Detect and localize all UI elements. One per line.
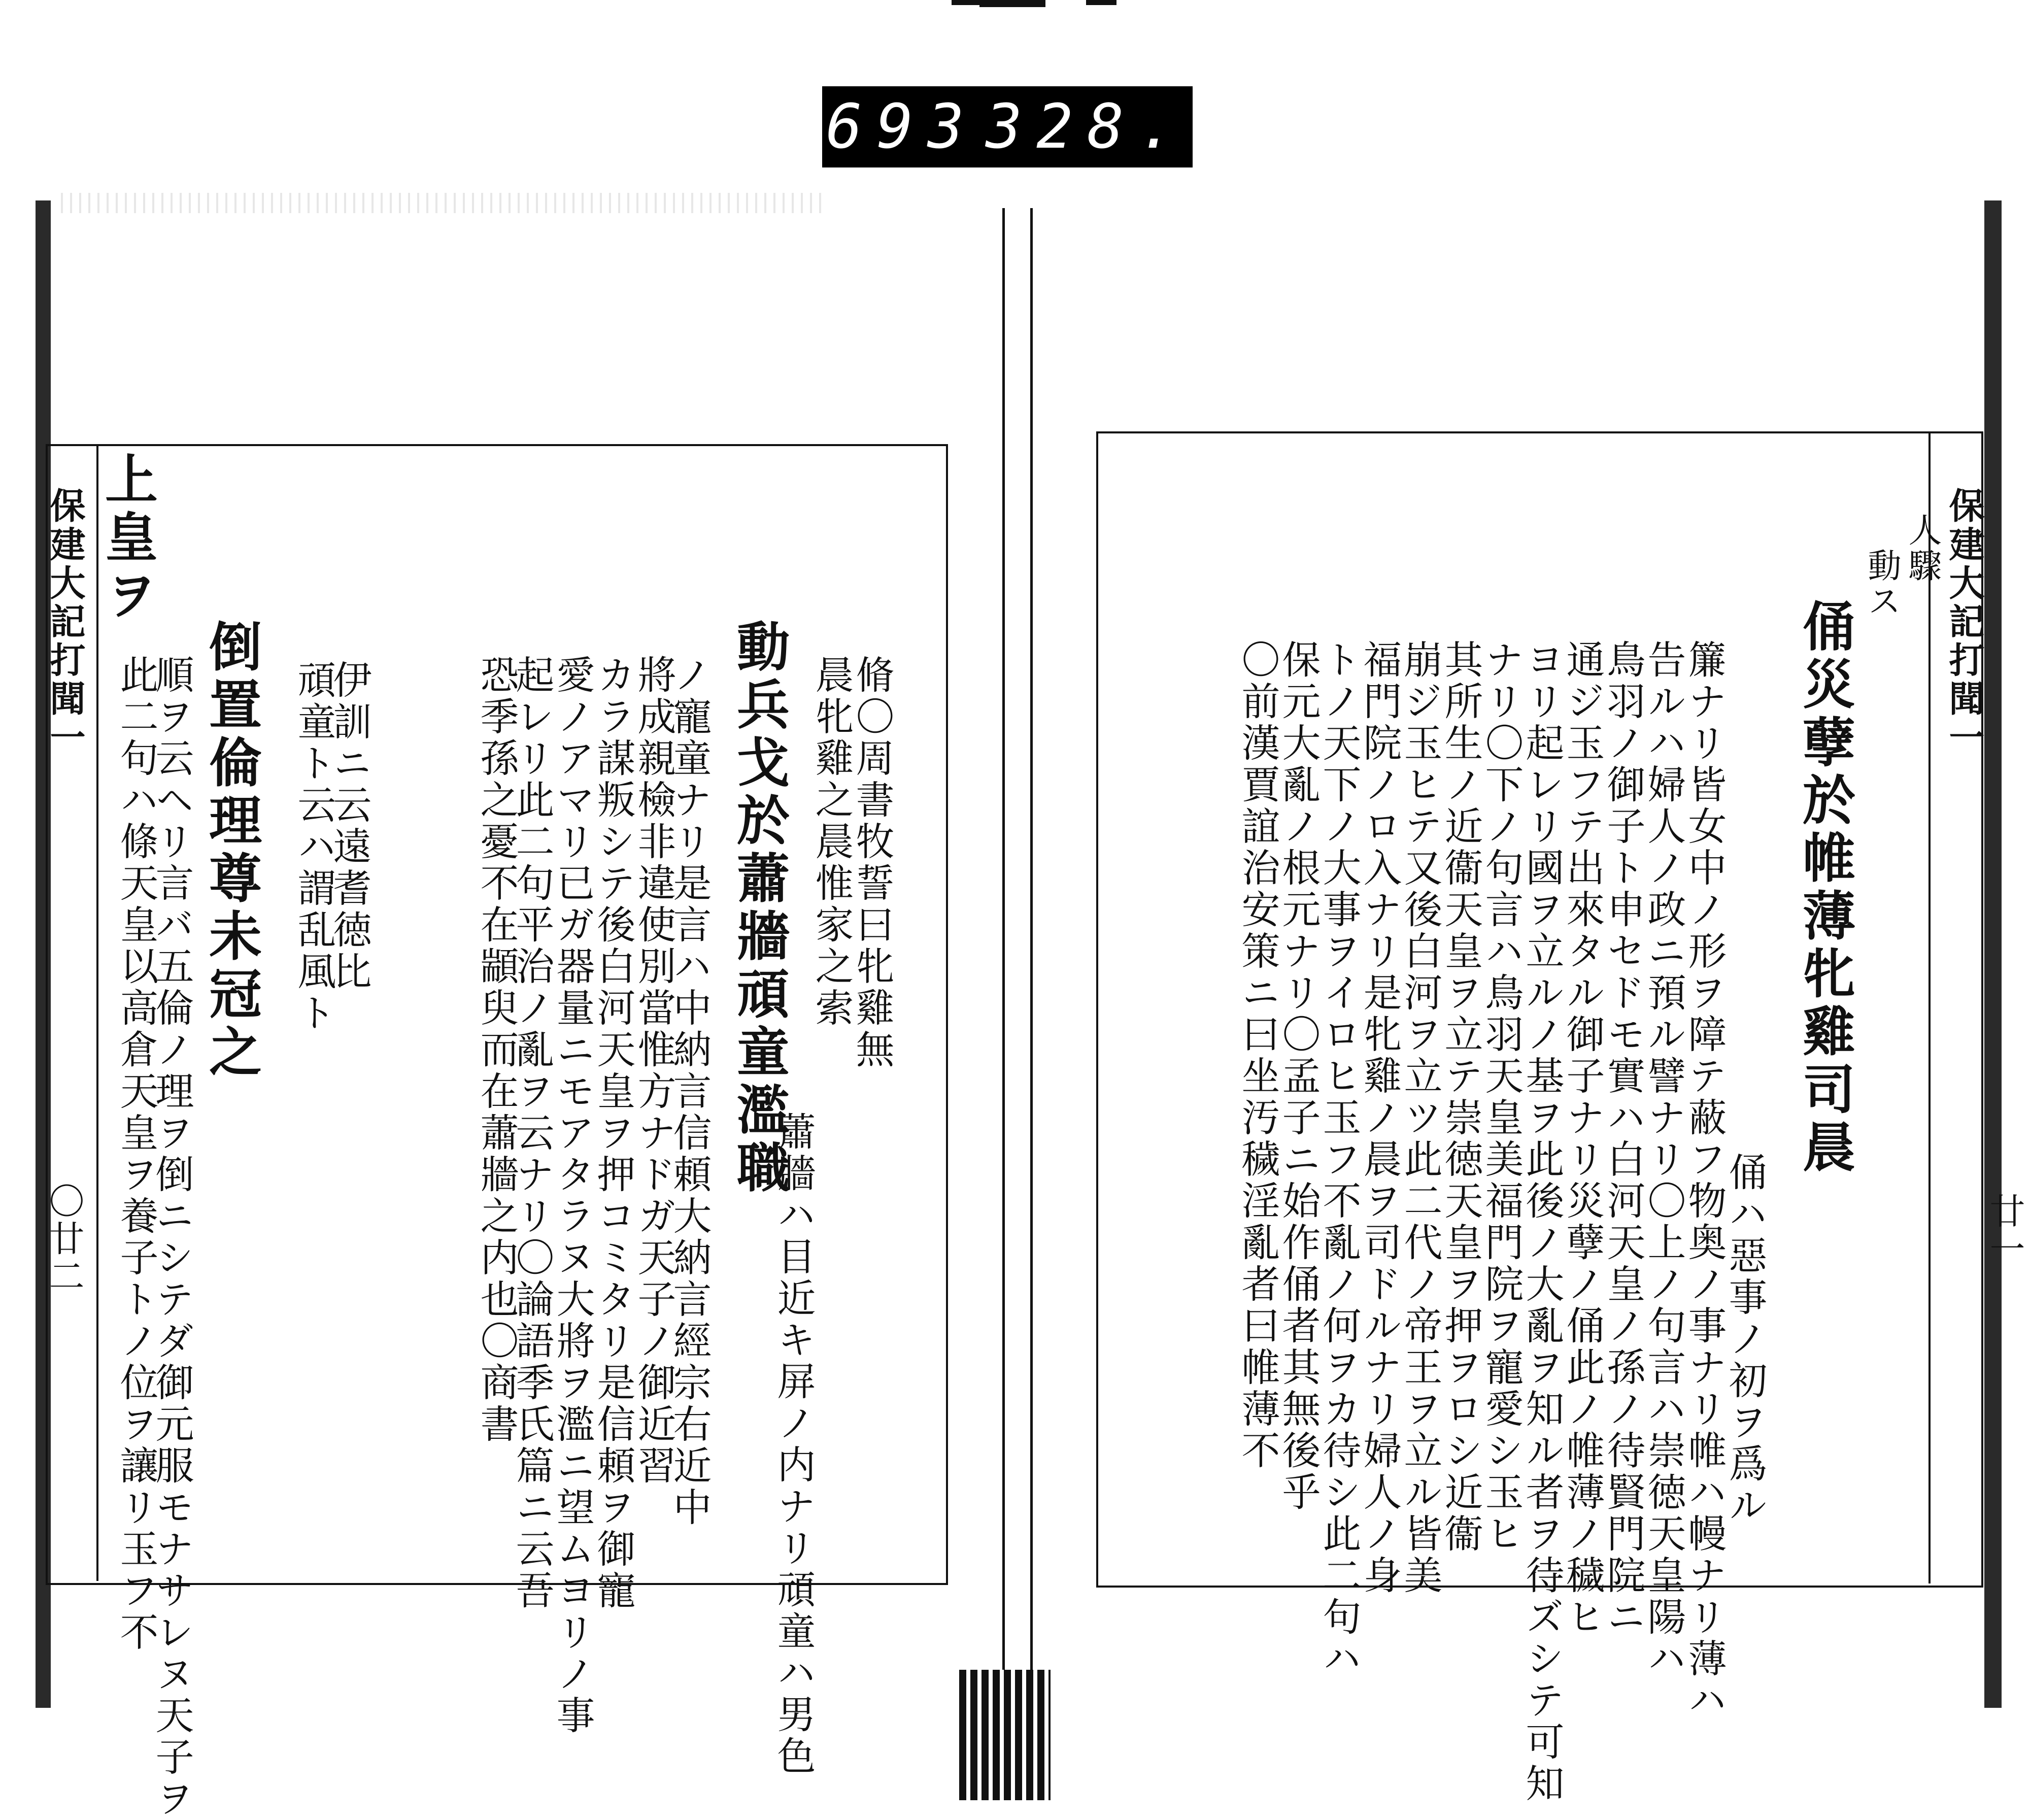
left-margin-title: 保建大記打聞一 <box>44 487 86 757</box>
frame-number: 328. <box>985 91 1189 162</box>
right-column-body: 其所生ノ近衞天皇ヲ立テ崇徳天皇ヲ押ヲロシ近衞 <box>1438 639 1483 1555</box>
left-column-body: 頑童ト云ハ謂乱風ト <box>291 660 336 1034</box>
right-column-body: 告ルハ婦人ノ政ニ預ル譬ナリ〇上ノ句言ハ崇徳天皇陽ハ <box>1641 639 1686 1680</box>
left-folio: 〇廿二 <box>43 1183 85 1295</box>
reel-number: 693 <box>826 91 978 162</box>
right-column-body: 簾ナリ皆女中ノ形ヲ障テ蔽フ物奥ノ事ナリ帷ハ幔ナリ薄ハ <box>1682 639 1727 1722</box>
right-margin-title: 保建大記打聞一 <box>1943 487 1985 757</box>
right-column-body: 崩ジ玉ヒテ又後白河ヲ立ツ此二代ノ帝王ヲ立ル皆美 <box>1398 639 1443 1597</box>
left-column-body: 將成親檢非違使別當惟方ナドガ天子ノ御近習 <box>631 655 676 1487</box>
left-column-body: カラ謀叛シテ後白河天皇ヲ押コミタリ是信頼ヲ御寵 <box>591 655 636 1612</box>
right-column-head: 俑災孽於帷薄牝雞司晨 <box>1794 599 1856 1177</box>
left-column-body: 起レリ此二句平治ノ亂ヲ云ナリ〇論語季氏篇ニ云吾 <box>510 655 555 1612</box>
right-column-body: 俑ハ惡事ノ初ヲ爲ル <box>1722 1152 1768 1527</box>
left-column-body: 晨牝雞之晨惟家之索 <box>809 655 854 1029</box>
left-column-body: 順ヲ云ヘリ言バ五倫ノ理ヲ倒ニシテダ御元服モナサレヌ天子ヲ <box>149 655 194 1820</box>
right-column-body: 保元大亂ノ根元ナリ〇孟子ニ始作俑者其無後乎 <box>1276 639 1321 1513</box>
left-column-body: ノ寵童ナリ是言ハ中納言信頼大納言經宗右近中 <box>667 655 712 1529</box>
right-column-body: 通ジ玉フテ出來タル御子ナリ災孽ノ俑此ノ帷薄ノ穢ヒ <box>1560 639 1605 1638</box>
right-margin-rule <box>1928 431 1931 1583</box>
right-column-small: 動ス <box>1862 548 1901 619</box>
right-column-body: 福門院ノロ入ナリ是牝雞ノ晨ヲ司ドルナリ婦人ノ身 <box>1357 639 1402 1597</box>
book-gutter <box>1002 208 1033 1710</box>
right-column-body: 〇前漢賈誼治安策ニ曰坐汚穢淫亂者曰帷薄不 <box>1235 639 1280 1472</box>
left-column-body: 伊訓ニ云遠耆徳比 <box>327 660 372 993</box>
right-column-small: 人驟 <box>1903 513 1942 584</box>
spine-bottom <box>959 1670 1051 1800</box>
left-column-body: 此二句ハ條天皇以高倉天皇ヲ養子トノ位ヲ讓リ玉フ不 <box>114 655 159 1654</box>
right-column-body: 鳥羽ノ御子ト申セドモ實ハ白河天皇ノ孫ノ待賢門院ニ <box>1601 639 1646 1638</box>
top-strip <box>952 0 987 5</box>
left-column-body: 蕭牆ハ目近キ屏ノ内ナリ頑童ハ男色 <box>771 1111 816 1777</box>
left-column-head: 倒置倫理尊未冠之 <box>200 619 262 1082</box>
microfilm-label <box>822 86 1193 167</box>
right-folio: 廿一 <box>1984 1193 2025 1268</box>
top-strip <box>1086 0 1116 5</box>
right-column-body: トノ天下ノ大事ヲイロヒ玉フ不亂ノ何ヲカ待シ此二句ハ <box>1316 639 1362 1680</box>
left-column-head: 上皇ヲ <box>96 452 158 625</box>
left-column-head: 動兵戈於蕭牆頑童濫職 <box>728 619 790 1198</box>
left-column-body: 脩〇周書牧誓曰牝雞無 <box>850 655 895 1071</box>
right-column-body: ヨリ起レリ國ヲ立ルノ基ヲ此後ノ大亂ヲ知ル者ヲ待ズシテ可知 <box>1519 639 1565 1805</box>
spine-top <box>979 0 1045 7</box>
left-column-body: 恐季孫之憂不在顓臾而在蕭牆之内也〇商書 <box>474 655 519 1445</box>
right-column-body: ナリ〇下ノ句言ハ鳥羽天皇美福門院ヲ寵愛シ玉ヒ <box>1479 639 1524 1555</box>
page-edge-scuff <box>61 193 822 213</box>
left-column-body: 愛ノアマリ已ガ器量ニモアタラヌ大將ヲ濫ニ望ムヨリノ事 <box>550 655 595 1737</box>
